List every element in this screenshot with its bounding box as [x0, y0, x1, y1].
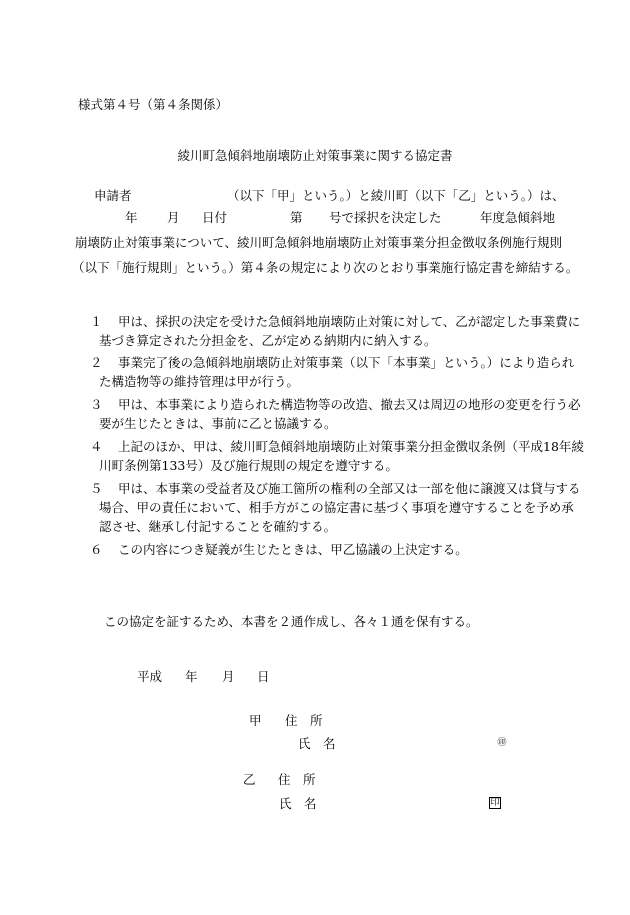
- closing-statement: この協定を証するため、本書を２通作成し、各々１通を保有する。: [104, 614, 479, 629]
- clause-number: ６: [90, 542, 103, 557]
- clause-number: １: [90, 314, 103, 329]
- clause-text: 事業完了後の急傾斜地崩壊防止対策事業（以下「本事業」という。）により造られ: [118, 355, 575, 370]
- party-a-seal-icon: ㊞: [497, 738, 507, 748]
- party-b-seal-icon: 印: [490, 798, 500, 808]
- date-era: 平成: [137, 669, 163, 684]
- clause-number: ２: [90, 355, 103, 370]
- number-dai: 第: [290, 210, 303, 225]
- clause-text: 甲は、本事業により造られた構造物等の改造、撤去又は周辺の地形の変更を行う必: [118, 397, 581, 412]
- clause-number: ４: [90, 439, 103, 454]
- number-gou: 号で採択を決定した: [329, 210, 442, 225]
- date-month-blank: 月: [167, 210, 180, 225]
- party-a-label: 甲: [249, 713, 262, 728]
- party-b-name-label: 氏 名: [279, 796, 317, 811]
- clause-number: ５: [90, 481, 103, 496]
- clause-text: 川町条例第133号）及び施行規則の規定を遵守する。: [99, 458, 398, 473]
- party-b-address-label: 住 所: [278, 772, 316, 787]
- clause-text: 甲は、本事業の受益者及び施工箇所の権利の全部又は一部を他に譲渡又は貸与する: [118, 481, 581, 496]
- preamble-line1-rest: （以下「甲」という。）と綾川町（以下「乙」という。）は、: [227, 188, 565, 203]
- form-number: 様式第４号（第４条関係）: [78, 97, 229, 112]
- clause-text: 認させ、継承し付記することを確約する。: [99, 519, 337, 534]
- party-a-address-label: 住 所: [285, 713, 323, 728]
- applicant-label: 申請者: [94, 188, 132, 203]
- document-title: 綾川町急傾斜地崩壊防止対策事業に関する協定書: [177, 148, 453, 163]
- clause-text: 上記のほか、甲は、綾川町急傾斜地崩壊防止対策事業分担金徴収条例（平成18年綾: [118, 439, 584, 454]
- clause-text: 基づき算定された分担金を、乙が定める納期内に納入する。: [99, 333, 437, 348]
- date-day: 日: [257, 669, 270, 684]
- preamble-line4: （以下「施行規則」という。）第４条の規定により次のとおり事業施行協定書を締結する。: [72, 260, 579, 275]
- clause-text: この内容につき疑義が生じたときは、甲乙協議の上決定する。: [118, 542, 468, 557]
- date-year: 年: [185, 669, 198, 684]
- clause-text: 甲は、採択の決定を受けた急傾斜地崩壊防止対策に対して、乙が認定した事業費に: [118, 314, 581, 329]
- clause-text: 場合、甲の責任において、相手方がこの協定書に基づく事項を遵守することを予め承: [99, 500, 574, 515]
- fiscal-year-blank: 年度急傾斜地: [480, 210, 556, 225]
- clause-text: 要が生じたときは、事前に乙と協議する。: [99, 416, 337, 431]
- party-b-label: 乙: [243, 772, 256, 787]
- date-day-blank: 日付: [202, 210, 228, 225]
- date-year-blank: 年: [125, 210, 138, 225]
- clause-text: た構造物等の維持管理は甲が行う。: [99, 374, 300, 389]
- clause-number: ３: [90, 397, 103, 412]
- party-a-name-label: 氏 名: [298, 736, 336, 751]
- preamble-line3: 崩壊防止対策事業について、綾川町急傾斜地崩壊防止対策事業分担金徴収条例施行規則: [75, 235, 563, 250]
- date-month: 月: [222, 669, 235, 684]
